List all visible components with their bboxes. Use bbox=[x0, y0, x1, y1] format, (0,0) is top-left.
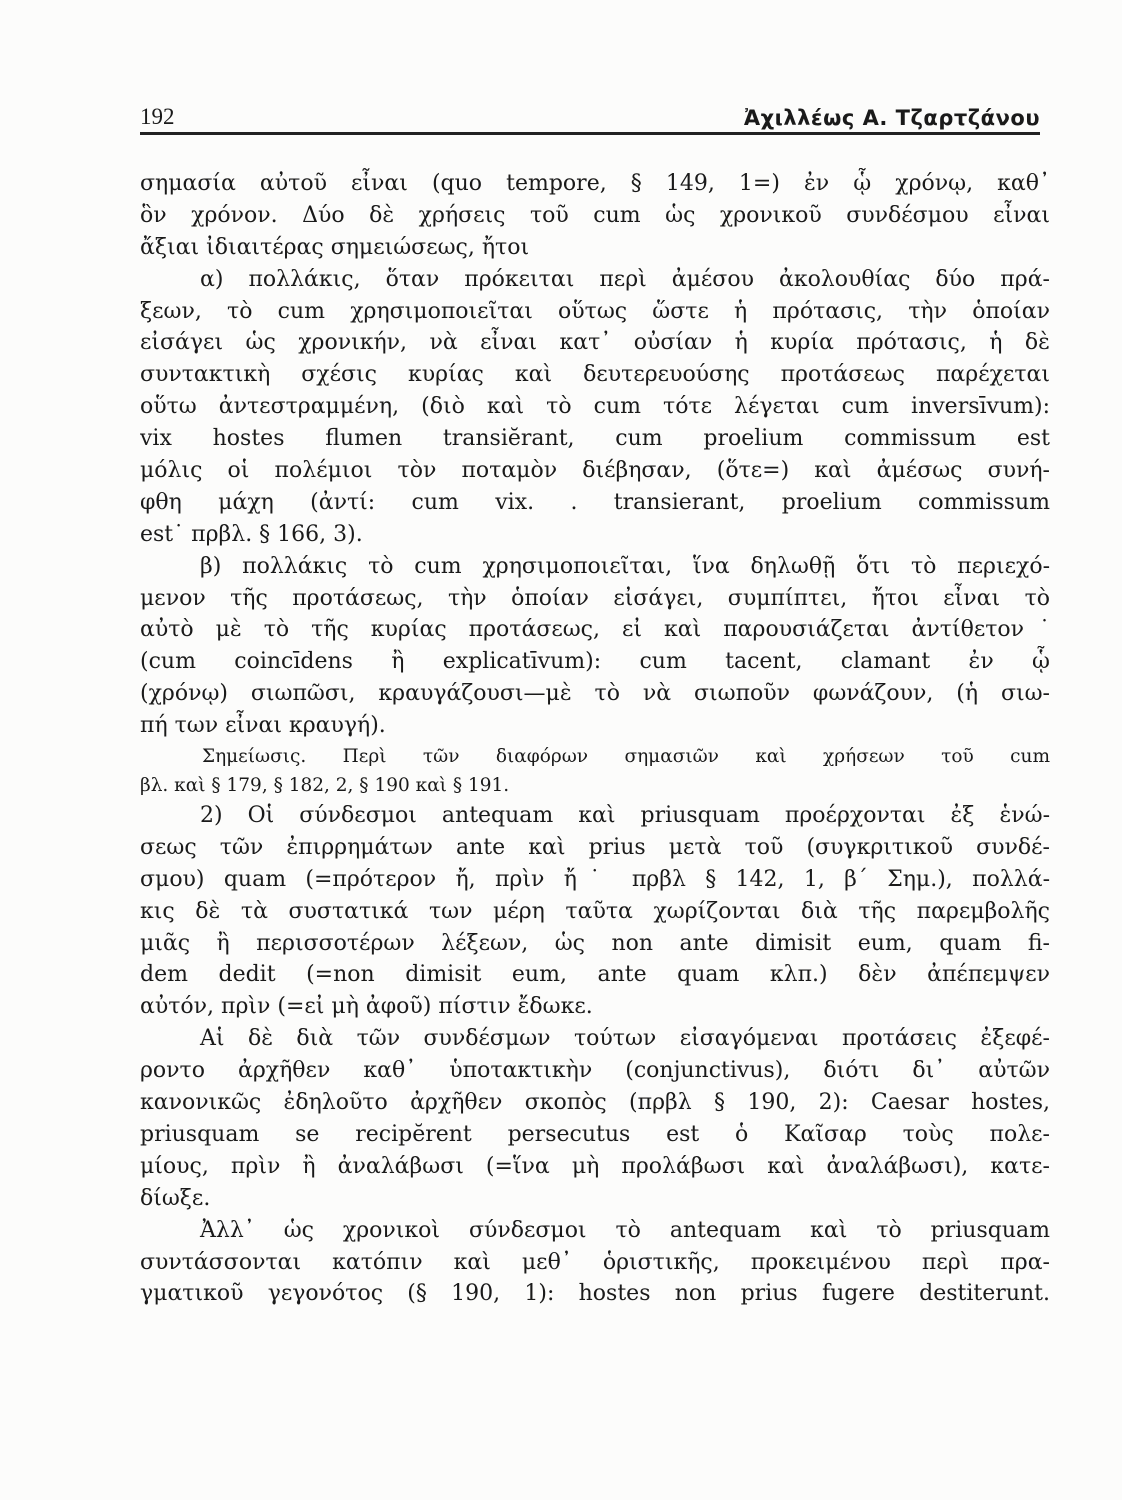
text-line: κανονικῶς ἐδηλοῦτο ἀρχῆθεν σκοπὸς (πρβλ § 190, 2): Caesar hostes, bbox=[140, 1090, 1050, 1116]
text-line: α) πολλάκις, ὅταν πρόκειται περὶ ἀμέσου ἀκολουθίας δύο πρά- bbox=[200, 266, 1050, 292]
text-line: δίωξε. bbox=[140, 1185, 211, 1211]
text-line: ὃν χρόνον. Δύο δὲ χρήσεις τοῦ cum ὡς χρονικοῦ συνδέσμου εἶναι bbox=[140, 202, 1050, 228]
text-line: οὕτω ἀντεστραμμένη, (διὸ καὶ τὸ cum τότε λέγεται cum inversīvum): bbox=[140, 394, 1050, 420]
text-line: dem dedit (=non dimisit eum, ante quam κλπ.) δὲν ἀπέπεμψεν bbox=[140, 962, 1050, 988]
page-header bbox=[140, 94, 1040, 130]
text-line: συντακτικὴ σχέσις κυρίας καὶ δευτερευούσης προτάσεως παρέχεται bbox=[140, 362, 1050, 388]
text-line: (cum coincīdens ἢ explicatīvum): cum tacent, clamant ἐν ᾧ bbox=[140, 649, 1050, 675]
text-line: priusquam se recipĕrent persecutus est ὁ Καῖσαρ τοὺς πολε- bbox=[140, 1121, 1050, 1147]
body-text bbox=[140, 168, 1050, 1310]
text-line: σημασία αὐτοῦ εἶναι (quo tempore, § 149, 1=) ἐν ᾧ χρόνῳ, καθ᾽ bbox=[140, 171, 1050, 196]
running-head-author: Ἀχιλλέως Α. Τζαρτζάνου bbox=[743, 106, 1040, 130]
text-line: κις δὲ τὰ συστατικά των μέρη ταῦτα χωρίζονται διὰ τῆς παρεμβολῆς bbox=[140, 898, 1050, 924]
text-line: ἄξιαι ἰδιαιτέρας σημειώσεως, ἤτοι bbox=[140, 234, 530, 260]
text-line: μίους, πρὶν ἢ ἀναλάβωσι (=ἵνα μὴ προλάβωσι καὶ ἀναλάβωσι), κατε- bbox=[140, 1153, 1050, 1179]
text-line: μενον τῆς προτάσεως, τὴν ὁποίαν εἰσάγει, συμπίπτει, ἤτοι εἶναι τὸ bbox=[140, 585, 1050, 611]
text-line: γματικοῦ γεγονότος (§ 190, 1): hostes non prius fugere destiterunt. bbox=[140, 1281, 1050, 1307]
text-line: αὐτὸ μὲ τὸ τῆς κυρίας προτάσεως, εἰ καὶ παρουσιάζεται ἀντίθετον˙ bbox=[140, 617, 1050, 643]
text-line: vix hostes flumen transiĕrant, cum proelium commissum est bbox=[140, 426, 1050, 452]
text-line: σμου) quam (=πρότερον ἤ, πρὶν ἤ˙ πρβλ § 142, 1, β´ Σημ.), πολλά- bbox=[140, 866, 1050, 892]
text-line: Ἀλλ᾽ ὡς χρονικοὶ σύνδεσμοι τὸ antequam καὶ τὸ priusquam bbox=[200, 1217, 1050, 1243]
text-line: Σημείωσις. Περὶ τῶν διαφόρων σημασιῶν καὶ χρήσεων τοῦ cum bbox=[202, 746, 1050, 768]
text-line: (χρόνῳ) σιωπῶσι, κραυγάζουσι—μὲ τὸ νὰ σιωποῦν φωνάζουν, (ἡ σιω- bbox=[140, 681, 1050, 707]
text-line: β) πολλάκις τὸ cum χρησιμοποιεῖται, ἵνα δηλωθῇ ὅτι τὸ περιεχό- bbox=[200, 553, 1050, 579]
text-line: βλ. καὶ § 179, § 182, 2, § 190 καὶ § 191. bbox=[140, 775, 510, 797]
text-line: αὐτόν, πρὶν (=εἰ μὴ ἀφοῦ) πίστιν ἔδωκε. bbox=[140, 994, 593, 1020]
header-rule bbox=[140, 132, 1040, 135]
text-line: ροντο ἀρχῆθεν καθ᾽ ὑποτακτικὴν (conjunctivus), διότι δι᾽ αὐτῶν bbox=[140, 1058, 1050, 1084]
text-line: Αἱ δὲ διὰ τῶν συνδέσμων τούτων εἰσαγόμεναι προτάσεις ἐξεφέ- bbox=[200, 1026, 1050, 1052]
text-line: εἰσάγει ὡς χρονικήν, νὰ εἶναι κατ᾽ οὐσίαν ἡ κυρία πρότασις, ἡ δὲ bbox=[140, 330, 1050, 356]
text-line: ξεων, τὸ cum χρησιμοποιεῖται οὕτως ὥστε ἡ πρότασις, τὴν ὁποίαν bbox=[140, 298, 1050, 324]
text-line: μόλις οἱ πολέμιοι τὸν ποταμὸν διέβησαν, (ὅτε=) καὶ ἀμέσως συνή- bbox=[140, 458, 1050, 484]
text-line: σεως τῶν ἐπιρρημάτων ante καὶ prius μετὰ τοῦ (συγκριτικοῦ συνδέ- bbox=[140, 834, 1050, 860]
text-line: 2) Οἱ σύνδεσμοι antequam καὶ priusquam προέρχονται ἐξ ἑνώ- bbox=[200, 803, 1050, 829]
text-line: μιᾶς ἢ περισσοτέρων λέξεων, ὡς non ante dimisit eum, quam fi- bbox=[140, 930, 1050, 956]
text-line: est˙ πρβλ. § 166, 3). bbox=[140, 521, 363, 547]
text-line: πή των εἶναι κραυγή). bbox=[140, 713, 386, 739]
page-number: 192 bbox=[140, 104, 175, 129]
text-line: συντάσσονται κατόπιν καὶ μεθ᾽ ὁριστικῆς, προκειμένου περὶ πρα- bbox=[140, 1249, 1050, 1275]
text-line: φθη μάχη (ἀντί: cum vix. . transierant, proelium commissum bbox=[140, 489, 1050, 515]
